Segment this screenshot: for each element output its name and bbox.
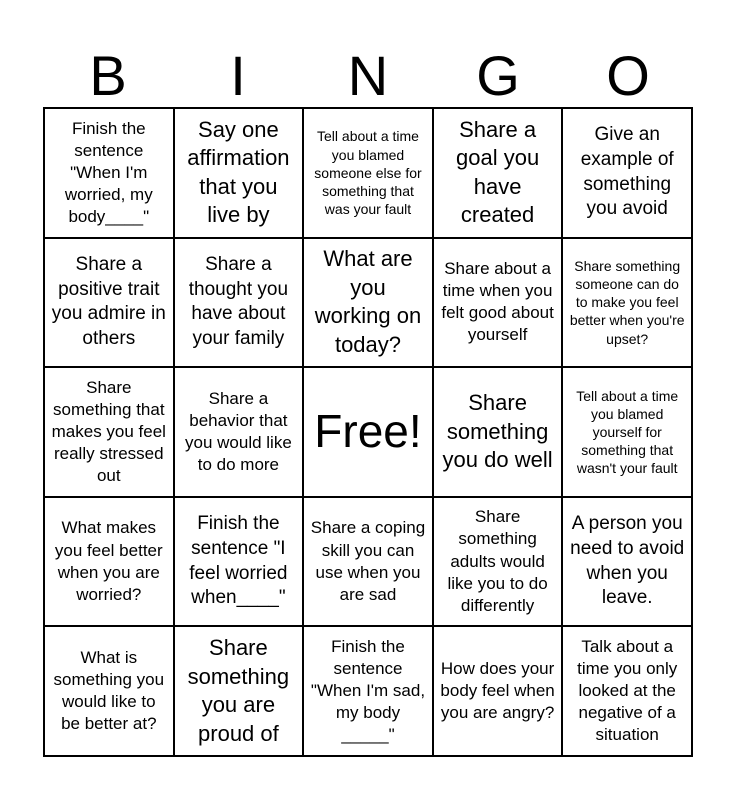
bingo-cell: [303, 497, 433, 627]
bingo-board: [43, 107, 693, 757]
cell-text: What is something you would like to be better at?: [53, 648, 165, 734]
cell-text: How does your body feel when you are angry?: [440, 659, 555, 723]
bingo-cell: [174, 238, 304, 368]
cell-text: Share a positive trait you admire in others: [51, 254, 166, 350]
cell-text: Share something you are proud of: [187, 635, 290, 746]
cell-text: Finish the sentence "When I'm worried, my body____": [64, 118, 153, 226]
cell-text: Share a thought you have about your family: [188, 254, 289, 350]
cell-text: Share a goal you have created: [456, 116, 540, 228]
cell-text: Share something you do well: [442, 390, 553, 473]
cell-text: Say one affirmation that you live by: [187, 116, 290, 228]
free-space-cell: [303, 367, 433, 497]
bingo-header: [43, 44, 693, 108]
header-letter-i: I: [230, 44, 246, 107]
cell-text: Share something that makes you feel really stressed out: [51, 377, 166, 486]
cell-text: Talk about a time you only looked at the negative of a situation: [577, 636, 678, 745]
cell-text: Give an example of something you avoid: [580, 124, 674, 220]
bingo-cell: [174, 497, 304, 627]
bingo-cell: [44, 367, 174, 497]
cell-text: Share about a time when you felt good about yourself: [441, 259, 554, 345]
bingo-cell: [433, 497, 563, 627]
cell-text: Finish the sentence "When I'm sad, my body _____": [310, 636, 426, 745]
cell-text: Share a coping skill you can use when you are sad: [310, 518, 426, 604]
cell-text: Tell about a time you blamed someone else for something that was your fault: [314, 128, 422, 218]
cell-text: Share a behavior that you would like to do more: [185, 388, 292, 475]
bingo-cell: [433, 238, 563, 368]
cell-text: What makes you feel better when you are worried?: [54, 518, 163, 604]
bingo-cell: [562, 238, 692, 368]
cell-text: Share something someone can do to make you feel better when you're upset?: [569, 257, 685, 347]
free-space-text: Free!: [314, 405, 422, 458]
bingo-cell: [562, 367, 692, 497]
bingo-cell: [44, 238, 174, 368]
cell-text: What are you working on today?: [314, 246, 422, 357]
bingo-cell: [303, 626, 433, 756]
bingo-cell: [562, 497, 692, 627]
header-letter-o: O: [606, 44, 650, 107]
bingo-cell: [303, 238, 433, 368]
bingo-cell: [174, 367, 304, 497]
cell-text: Finish the sentence "I feel worried when____": [189, 513, 288, 609]
bingo-cell: [44, 497, 174, 627]
cell-text: Tell about a time you blamed yourself for something that wasn't your fault: [576, 387, 679, 477]
bingo-cell: [562, 108, 692, 238]
bingo-cell: [433, 367, 563, 497]
bingo-cell: [44, 626, 174, 756]
cell-text: Share something adults would like you to do differently: [447, 507, 548, 615]
cell-text: A person you need to avoid when you leave.: [570, 513, 685, 609]
bingo-cell: [174, 626, 304, 756]
bingo-cell: [303, 108, 433, 238]
bingo-cell: [433, 108, 563, 238]
header-letter-n: N: [347, 44, 389, 107]
bingo-cell: [562, 626, 692, 756]
bingo-cell: [433, 626, 563, 756]
bingo-cell: [44, 108, 174, 238]
bingo-cell: [174, 108, 304, 238]
header-letter-b: B: [89, 44, 127, 107]
header-letter-g: G: [476, 44, 520, 107]
